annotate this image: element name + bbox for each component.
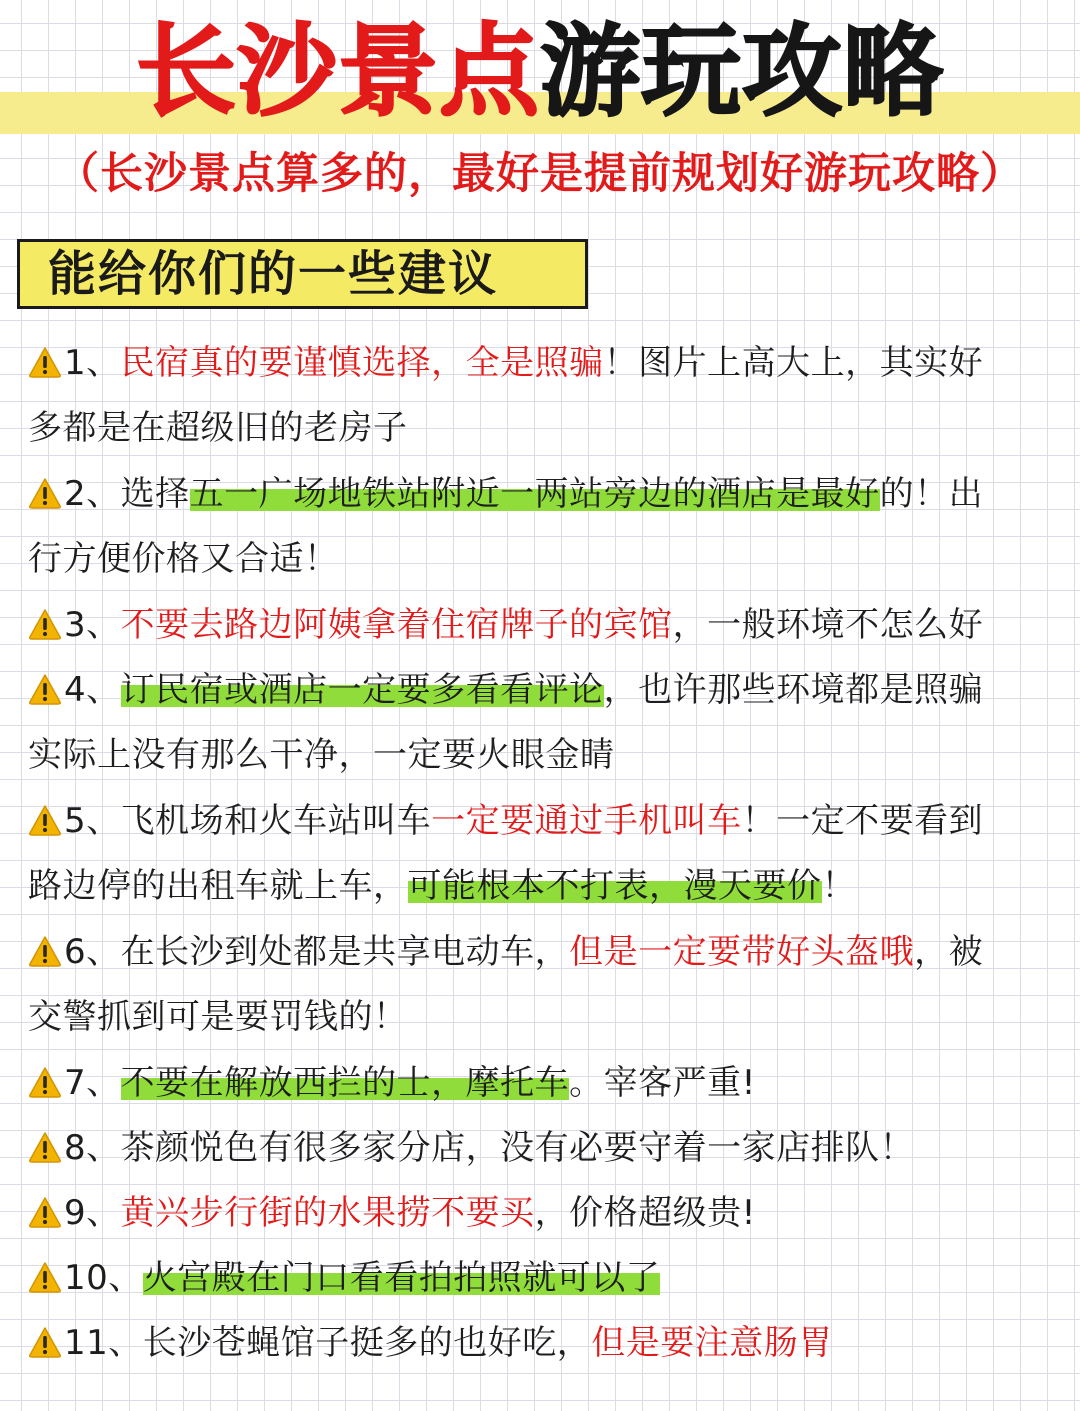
- warning-icon: [28, 793, 62, 825]
- title-red-part: 长沙景点: [136, 13, 540, 130]
- tip-highlight-text: 五一广场地铁站附近一两站旁边的酒店是最好: [189, 474, 880, 514]
- tip-text: ！图片上高大上，其实好: [603, 343, 984, 383]
- tip-item-8: [28, 1116, 1038, 1181]
- item-number: 11、: [64, 1323, 143, 1363]
- section-header: [17, 239, 588, 309]
- warning-icon: [28, 924, 62, 956]
- warning-icon: [28, 1055, 62, 1087]
- page-title: [0, 12, 1080, 132]
- item-number: 1、: [64, 343, 121, 383]
- item-number: 4、: [64, 670, 121, 710]
- tip-item-11: [28, 1311, 1038, 1376]
- item-number: 3、: [64, 605, 121, 645]
- tip-highlight-text: 可能根本不打表，漫天要价: [407, 866, 822, 906]
- tip-red-text: 民宿真的要谨慎选择，全是照骗: [120, 343, 604, 383]
- tip-text: 长沙苍蝇馆子挺多的也好吃，: [142, 1323, 592, 1363]
- tip-item-10: [28, 1246, 1038, 1311]
- tip-item-9: [28, 1181, 1038, 1246]
- tip-text: 飞机场和火车站叫车: [120, 801, 432, 841]
- item-number: 8、: [64, 1128, 121, 1168]
- section-title: 能给你们的一些建议: [48, 246, 499, 302]
- tip-item-6: [28, 920, 1038, 1050]
- title-black-part: 游玩攻略: [540, 13, 944, 130]
- item-number: 10、: [64, 1258, 143, 1298]
- tip-highlight-text: 火宫殿在门口看看拍拍照就可以了: [142, 1258, 661, 1298]
- tip-text: ，被: [914, 932, 984, 972]
- tip-text-line2: 实际上没有那么干净，一定要火眼金睛: [28, 735, 615, 775]
- tip-red-text: 一定要通过手机叫车: [431, 801, 742, 841]
- tip-red-text: 不要去路边阿姨拿着住宿牌子的宾馆: [120, 605, 673, 645]
- tip-item-2: [28, 462, 1038, 592]
- tip-text: ！: [821, 866, 856, 906]
- tip-text: 。宰客严重!: [569, 1063, 756, 1103]
- tip-text: 的！出: [879, 474, 984, 514]
- tip-text: ，价格超级贵!: [534, 1193, 756, 1233]
- item-number: 6、: [64, 932, 121, 972]
- tip-item-3: [28, 593, 1038, 658]
- warning-icon: [28, 1185, 62, 1217]
- subtitle: （长沙景点算多的，最好是提前规划好游玩攻略）: [56, 149, 1024, 199]
- warning-icon: [28, 1120, 62, 1152]
- tip-text-line2: 交警抓到可是要罚钱的！: [28, 997, 408, 1037]
- warning-icon: [28, 597, 62, 629]
- tip-red-text: 黄兴步行街的水果捞不要买: [120, 1193, 535, 1233]
- warning-icon: [28, 662, 62, 694]
- warning-icon: [28, 1315, 62, 1347]
- tip-item-7: [28, 1051, 1038, 1116]
- tip-text: 茶颜悦色有很多家分店，没有必要守着一家店排队！: [120, 1128, 915, 1168]
- tip-text-line2: 路边停的出租车就上车，: [28, 866, 408, 906]
- tip-red-text: 但是一定要带好头盔哦: [569, 932, 915, 972]
- tip-text: ，也许那些环境都是照骗: [603, 670, 984, 710]
- tip-item-4: [28, 658, 1038, 788]
- item-number: 5、: [64, 801, 121, 841]
- tip-text-line2: 行方便价格又合适！: [28, 539, 339, 579]
- warning-icon: [28, 466, 62, 498]
- tip-text-line2: 多都是在超级旧的老房子: [28, 408, 408, 448]
- item-number: 7、: [64, 1063, 121, 1103]
- tip-text: ！一定不要看到: [741, 801, 984, 841]
- tip-text: 在长沙到处都是共享电动车，: [120, 932, 570, 972]
- item-number: 2、: [64, 474, 121, 514]
- tip-item-5: [28, 789, 1038, 919]
- tip-text: ，一般环境不怎么好: [672, 605, 984, 645]
- tip-item-1: [28, 331, 1038, 461]
- tip-highlight-text: 订民宿或酒店一定要多看看评论: [120, 670, 604, 710]
- tip-text: 选择: [120, 474, 190, 514]
- warning-icon: [28, 335, 62, 367]
- warning-icon: [28, 1250, 62, 1282]
- tip-red-text: 但是要注意肠胃: [591, 1323, 833, 1363]
- tip-highlight-text: 不要在解放西拦的士，摩托车: [120, 1063, 570, 1103]
- item-number: 9、: [64, 1193, 121, 1233]
